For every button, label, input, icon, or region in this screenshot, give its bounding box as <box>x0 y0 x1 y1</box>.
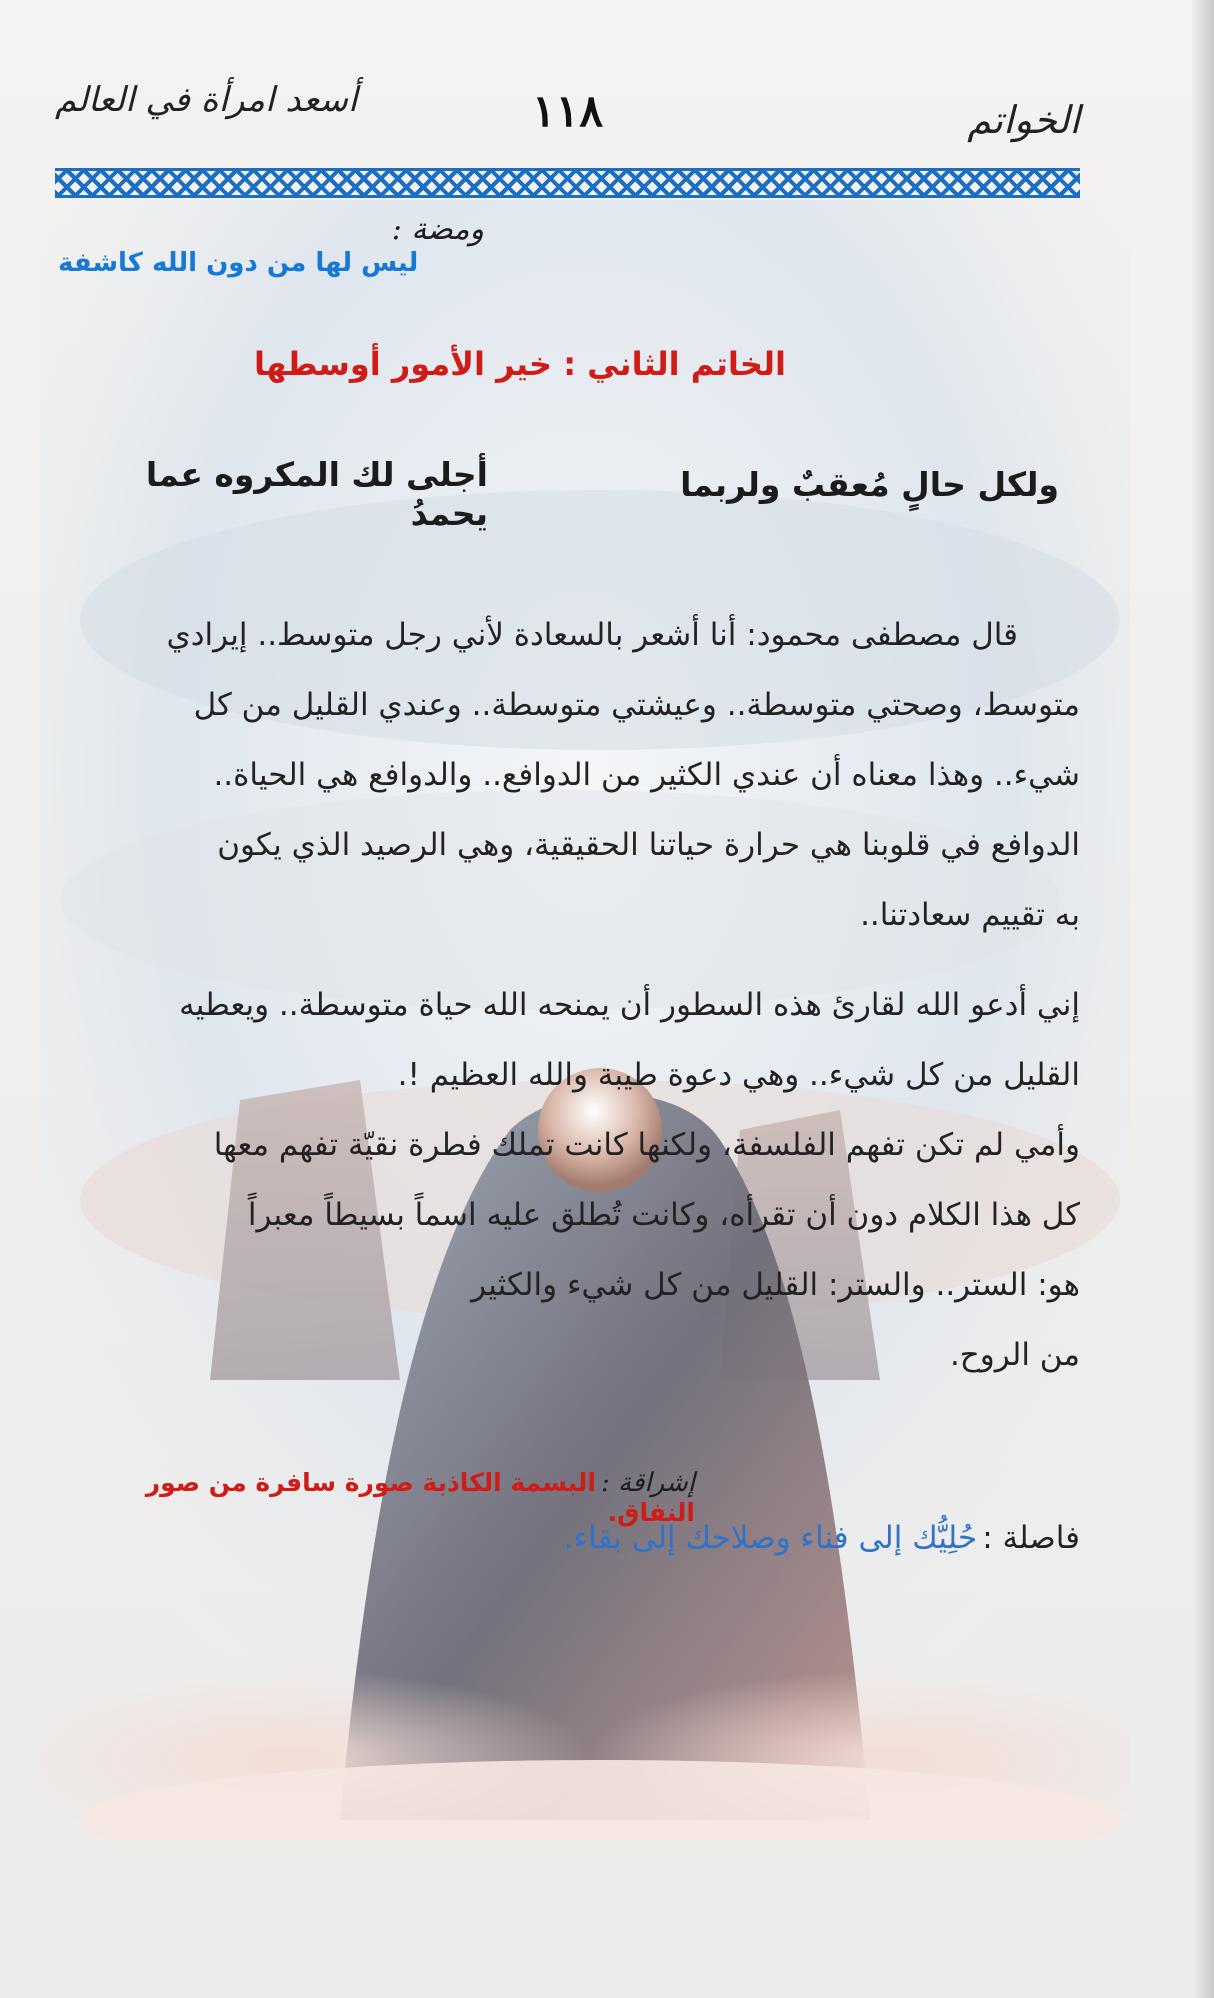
paragraph-line: كل هذا الكلام دون أن تقرأه، وكانت تُطلق عليه اسماً بسيطاً معبراً <box>247 1197 1080 1233</box>
fasila-line <box>400 1520 1080 1556</box>
ishraqa-line <box>55 1468 695 1527</box>
paragraph-line: إني أدعو الله لقارئ هذه السطور أن يمنحه الله حياة متوسطة.. ويعطيه <box>179 987 1080 1023</box>
flash-text: ليس لها من دون الله كاشفة <box>58 248 419 278</box>
verse-first-hemistich: ولكل حالٍ مُعقبٌ ولربما <box>680 465 1059 504</box>
paragraph-line: وأمي لم تكن تفهم الفلسفة، ولكنها كانت تملك فطرة نقيّة تفهم معها <box>213 1127 1080 1163</box>
page-number: ١١٨ <box>532 86 603 137</box>
flash-text-line <box>58 248 538 278</box>
paragraph-2 <box>55 970 1080 1110</box>
verse-second-hemistich: أجلى لك المكروه عما يحمدُ <box>145 455 488 533</box>
paragraph-line: القليل من كل شيء.. وهي دعوة طيبة والله العظيم !. <box>397 1057 1080 1093</box>
fasila-text: حُلِيُّك إلى فناء وصلاحك إلى بقاء. <box>563 1520 978 1556</box>
ishraqa-label: إشراقة : <box>601 1468 695 1498</box>
flash-label: ومضة : <box>391 212 484 247</box>
paragraph-line: قال مصطفى محمود: أنا أشعر بالسعادة لأني رجل متوسط.. إيرادي <box>166 617 1018 653</box>
section-title: الخاتم الثاني : خير الأمور أوسطها <box>254 345 786 383</box>
ishraqa-text: البسمة الكاذبة صورة سافرة من صور النفاق. <box>145 1468 695 1527</box>
page-header <box>55 78 1080 168</box>
book-title: أسعد امرأة في العالم <box>55 80 358 120</box>
chapter-title: الخواتم <box>967 98 1080 142</box>
paragraph-1 <box>55 600 1080 950</box>
flash-line <box>44 212 484 247</box>
header-ornament-border <box>55 168 1080 198</box>
paragraph-line: الدوافع في قلوبنا هي حرارة حياتنا الحقيقية، وهي الرصيد الذي يكون <box>217 827 1080 863</box>
page-edge <box>1192 0 1214 1998</box>
paragraph-line: هو: الستر.. والستر: القليل من كل شيء والكثير <box>471 1267 1080 1303</box>
paragraph-line: شيء.. وهذا معناه أن عندي الكثير من الدوافع.. والدوافع هي الحياة.. <box>213 757 1080 793</box>
paragraph-line: متوسط، وصحتي متوسطة.. وعيشتي متوسطة.. وعندي القليل من كل <box>193 687 1080 723</box>
paragraph-3 <box>55 1110 1080 1390</box>
fasila-label: فاصلة : <box>982 1520 1080 1556</box>
paragraph-line: من الروح. <box>949 1337 1080 1373</box>
paragraph-line: به تقييم سعادتنا.. <box>860 897 1080 933</box>
